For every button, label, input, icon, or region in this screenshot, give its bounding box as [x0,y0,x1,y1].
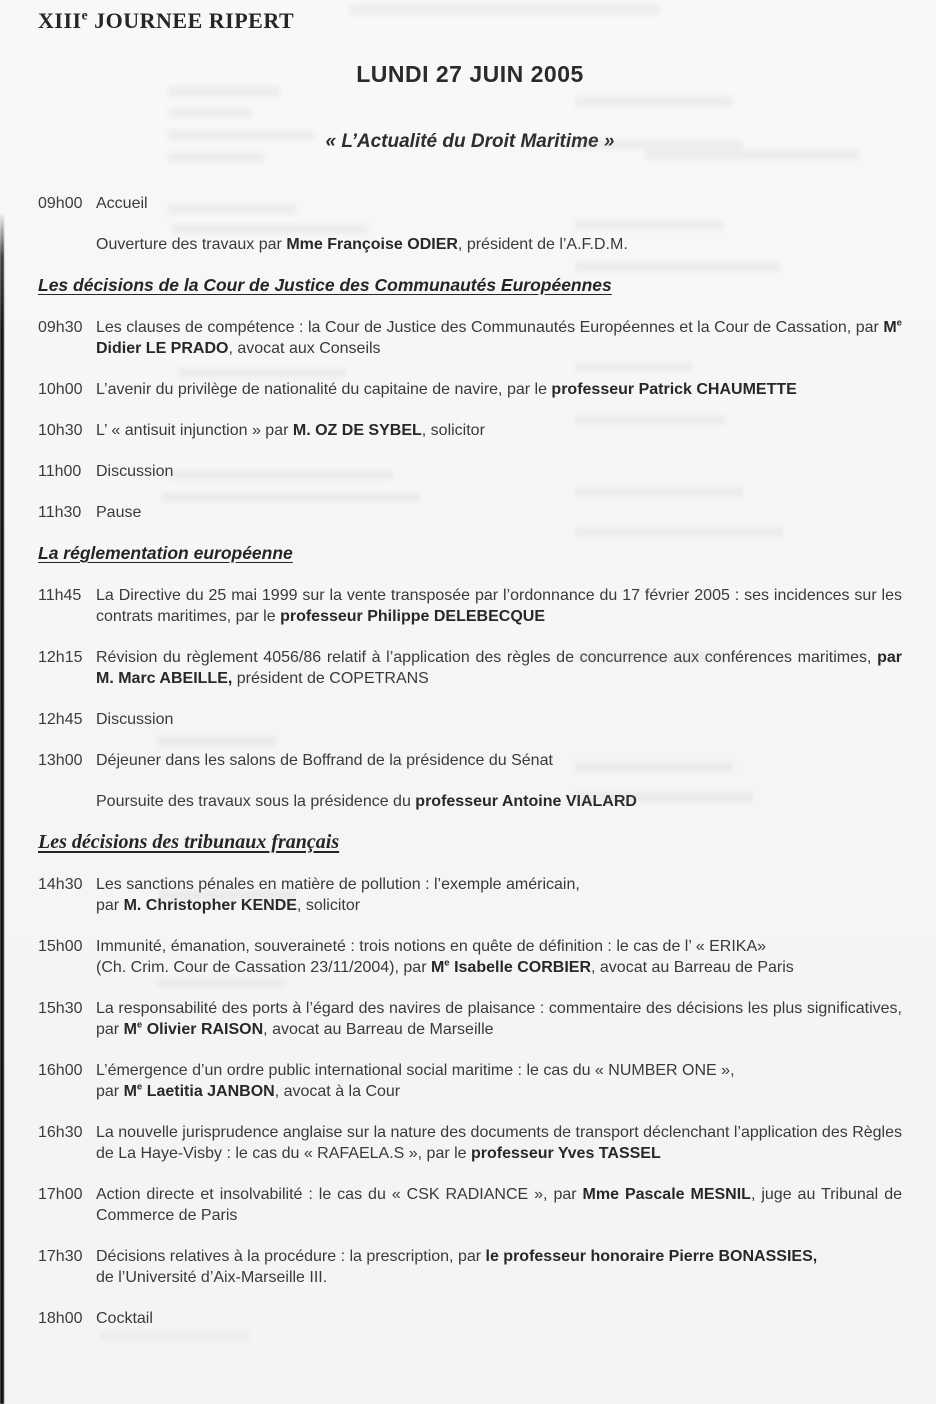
session-text: Décisions relatives à la procédure : la prescription, par le professeur honoraire Pierre BONASSIES, de l’Université d’Aix-Marseille III. [96,1248,818,1286]
session-text: L’émergence d’un ordre public international social maritime : le cas du « NUMBER ONE », par Me Laetitia JANBON, avocat à la Cour [96,1062,735,1100]
time-label [38,791,96,812]
session-text: L’ « antisuit injunction » par M. OZ DE SYBEL, solicitor [96,422,485,439]
schedule-item [38,1122,902,1164]
time-label: 17h00 [38,1186,83,1203]
scanner-edge-artifact [0,212,4,1404]
time-label: 10h30 [38,422,83,439]
session-text: Déjeuner dans les salons de Boffrand de la présidence du Sénat [96,752,553,769]
session-text: La responsabilité des ports à l’égard des navires de plaisance : commentaire des décisions les plus significatives, par Me Olivier RAISON, avocat au Barreau de Marseille [96,1000,902,1038]
schedule-item [38,461,902,482]
bleed-through-artifact [168,152,264,162]
session-text: Action directe et insolvabilité : le cas du « CSK RADIANCE », par Mme Pascale MESNIL, juge au Tribunal de Commerce de Paris [96,1186,902,1224]
time-label: 11h45 [38,587,82,604]
page-subtitle: « L’Actualité du Droit Maritime » [325,131,615,152]
session-text: Discussion [96,463,174,480]
session-text: Cocktail [96,1310,153,1327]
schedule-item [38,1060,902,1102]
schedule-item [38,420,902,441]
section-heading: Les décisions des tribunaux français [38,831,340,853]
session-text: Accueil [96,195,148,212]
schedule-note [38,791,902,812]
session-text: Révision du règlement 4056/86 relatif à l’application des règles de concurrence aux conférences maritimes, par M. Marc ABEILLE, président de COPETRANS [96,649,902,687]
schedule-item [38,1308,902,1329]
time-label: 12h15 [38,649,83,666]
document-header-superscript: e [81,7,89,23]
time-label: 12h45 [38,711,83,728]
schedule-note [38,234,902,255]
schedule-item [38,750,902,771]
schedule-item [38,193,902,214]
time-label: 15h30 [38,1000,83,1017]
session-text: La Directive du 25 mai 1999 sur la vente transposée par l’ordonnance du 17 février 2005 : ses incidences sur les contrats maritimes, par le professeur Philippe DELEBECQUE [96,587,902,625]
time-label: 09h00 [38,195,83,212]
bleed-through-artifact [168,108,252,118]
time-label: 11h00 [38,463,82,480]
session-text: Poursuite des travaux sous la présidence du professeur Antoine VIALARD [96,793,637,810]
time-label: 18h00 [38,1310,83,1327]
session-text: Les clauses de compétence : la Cour de Justice des Communautés Européennes et la Cour de Cassation, par Me Didier LE PRADO, avocat aux Conseils [96,317,902,357]
session-text: Les sanctions pénales en matière de pollution : l’exemple américain, par M. Christopher KENDE, solicitor [96,876,580,914]
time-label: 10h00 [38,381,83,398]
time-label: 17h30 [38,1248,83,1265]
time-label: 15h00 [38,938,83,955]
schedule-item [38,317,902,359]
session-text: Ouverture des travaux par Mme Françoise ODIER, président de l’A.F.D.M. [96,236,628,253]
time-label: 09h30 [38,319,83,336]
session-text: La nouvelle jurisprudence anglaise sur la nature des documents de transport déclenchant l’application des Règles de La Haye-Visby : le cas du « RAFAELA.S », par le professeur Yves TASSEL [96,1124,902,1162]
schedule-item [38,647,902,689]
bleed-through-artifact [100,1332,250,1340]
schedule-item [38,936,902,978]
session-text: Immunité, émanation, souveraineté : trois notions en quête de définition : le cas de l’ « ERIKA» (Ch. Crim. Cour de Cassation 23/11/2004), par Me Isabelle CORBIER, avocat au Barreau de Paris [96,938,794,976]
schedule-item [38,379,902,400]
bleed-through-artifact [575,96,733,107]
schedule-item [38,709,902,730]
document-header-prefix: XIII [38,8,82,33]
time-label: 16h30 [38,1124,83,1141]
page-title: LUNDI 27 JUIN 2005 [356,61,584,87]
time-label: 14h30 [38,876,83,893]
schedule-item [38,1184,902,1226]
section-heading: Les décisions de la Cour de Justice des Communautés Européennes [38,275,612,295]
schedule [38,193,902,1329]
session-text: Pause [96,504,142,521]
time-label: 13h00 [38,752,83,769]
time-label: 11h30 [38,504,82,521]
document-header-suffix: JOURNEE RIPERT [88,8,295,33]
section-heading: La réglementation européenne [38,543,293,563]
document-header [38,8,902,34]
session-text: L’avenir du privilège de nationalité du capitaine de navire, par le professeur Patrick CHAUMETTE [96,381,797,398]
schedule-item [38,502,902,523]
time-label [38,234,96,255]
schedule-item [38,874,902,916]
schedule-item [38,585,902,627]
schedule-item [38,998,902,1040]
time-label: 16h00 [38,1062,83,1079]
session-text: Discussion [96,711,174,728]
schedule-item [38,1246,902,1288]
